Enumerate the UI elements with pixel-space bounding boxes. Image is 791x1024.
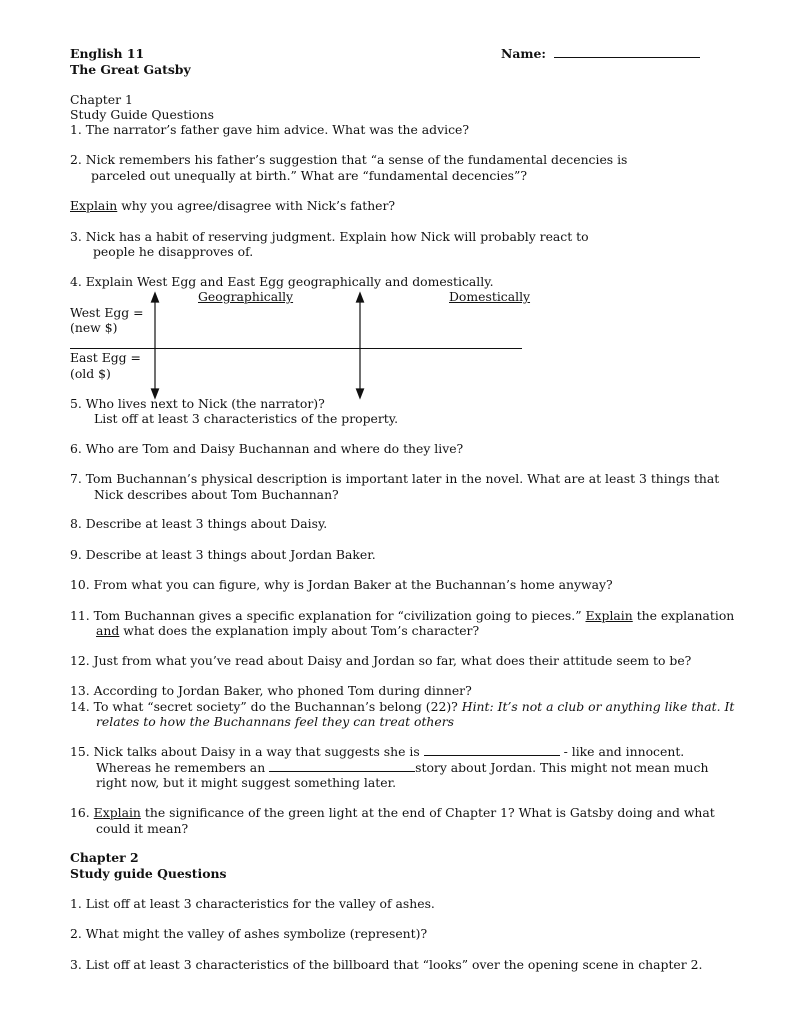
course-title: English 11 <box>70 46 145 61</box>
question-1: 1. The narrator’s father gave him advice. What was the advice? <box>70 122 469 137</box>
chapter2-subheading: Study guide Questions <box>70 866 227 881</box>
q15-text-a: 15. Nick talks about Daisy in a way that suggests she is <box>70 744 424 759</box>
q15-text-c: Whereas he remembers an <box>96 760 270 775</box>
question-6: 6. Who are Tom and Daisy Buchannan and where do they live? <box>70 441 464 456</box>
question-7-line1: 7. Tom Buchannan’s physical description is important later in the novel. What are at least 3 things that <box>70 471 720 486</box>
q11-text-c: what does the explanation imply about Tom’s character? <box>119 623 480 638</box>
question-14-line2: relates to how the Buchannans feel they can treat others <box>96 714 455 729</box>
question-2-line1: 2. Nick remembers his father’s suggestion that “a sense of the fundamental decencies is <box>70 152 628 167</box>
question-11-line2 <box>96 623 479 638</box>
ch2-question-2: 2. What might the valley of ashes symbolize (represent)? <box>70 926 428 941</box>
book-title: The Great Gatsby <box>70 62 191 77</box>
question-15-line1 <box>70 744 684 759</box>
question-16-line2: could it mean? <box>96 821 189 836</box>
question-15-line2 <box>96 760 708 775</box>
question-16-line1 <box>70 805 715 820</box>
q15-text-b: - like and innocent. <box>559 744 685 759</box>
column-domestically: Domestically <box>449 289 531 304</box>
q11-text-b: the explanation <box>632 608 735 623</box>
question-5-line1: 5. Who lives next to Nick (the narrator)? <box>70 396 325 411</box>
ch2-question-1: 1. List off at least 3 characteristics for the valley of ashes. <box>70 896 435 911</box>
question-4: 4. Explain West Egg and East Egg geographically and domestically. <box>70 274 494 289</box>
question-15-line3: right now, but it might suggest something later. <box>96 775 397 790</box>
question-3-line2: people he disapproves of. <box>93 244 254 259</box>
east-egg-sublabel: (old $) <box>70 366 111 381</box>
q15-blank-2[interactable] <box>269 760 415 772</box>
q15-text-d: story about Jordan. This might not mean much <box>415 760 709 775</box>
q16-explain: Explain <box>93 805 141 820</box>
question-8: 8. Describe at least 3 things about Daisy. <box>70 516 328 531</box>
chapter1-subheading: Study Guide Questions <box>70 107 214 122</box>
ch2-question-3: 3. List off at least 3 characteristics of the billboard that “looks” over the opening scene in chapter 2. <box>70 957 703 972</box>
question-5-line2: List off at least 3 characteristics of the property. <box>94 411 399 426</box>
east-egg-label: East Egg = <box>70 350 141 365</box>
question-10: 10. From what you can figure, why is Jordan Baker at the Buchannan’s home anyway? <box>70 577 613 592</box>
chapter2-heading: Chapter 2 <box>70 850 139 865</box>
question-7-line2: Nick describes about Tom Buchannan? <box>94 487 339 502</box>
q16-num: 16. <box>70 805 94 820</box>
q11-and: and <box>96 623 120 638</box>
q11-explain: Explain <box>585 608 633 623</box>
question-3-line1: 3. Nick has a habit of reserving judgment. Explain how Nick will probably react to <box>70 229 589 244</box>
question-2-line2: parceled out unequally at birth.” What are “fundamental decencies”? <box>91 168 528 183</box>
arrow-left <box>152 293 159 398</box>
west-egg-label: West Egg = <box>70 305 144 320</box>
explain-word: Explain <box>70 198 118 213</box>
arrow-right <box>357 293 364 398</box>
q14-hint: Hint: It’s not a club or anything like that. It <box>461 699 735 714</box>
question-12: 12. Just from what you’ve read about Daisy and Jordan so far, what does their attitude seem to be? <box>70 653 692 668</box>
question-13: 13. According to Jordan Baker, who phoned Tom during dinner? <box>70 683 472 698</box>
question-14-line1 <box>70 699 734 714</box>
explain-rest: why you agree/disagree with Nick’s father? <box>117 198 396 213</box>
q11-text-a: 11. Tom Buchannan gives a specific explanation for “civilization going to pieces.” <box>70 608 586 623</box>
question-11-line1 <box>70 608 734 623</box>
column-geographically: Geographically <box>198 289 294 304</box>
name-label: Name: <box>501 46 546 61</box>
q16-text-a: the significance of the green light at the end of Chapter 1? What is Gatsby doing and what <box>140 805 715 820</box>
question-9: 9. Describe at least 3 things about Jordan Baker. <box>70 547 376 562</box>
q14-text: 14. To what “secret society” do the Buchannan’s belong (22)? <box>70 699 462 714</box>
chapter1-heading: Chapter 1 <box>70 92 133 107</box>
q15-blank-1[interactable] <box>424 744 560 756</box>
west-egg-sublabel: (new $) <box>70 320 118 335</box>
